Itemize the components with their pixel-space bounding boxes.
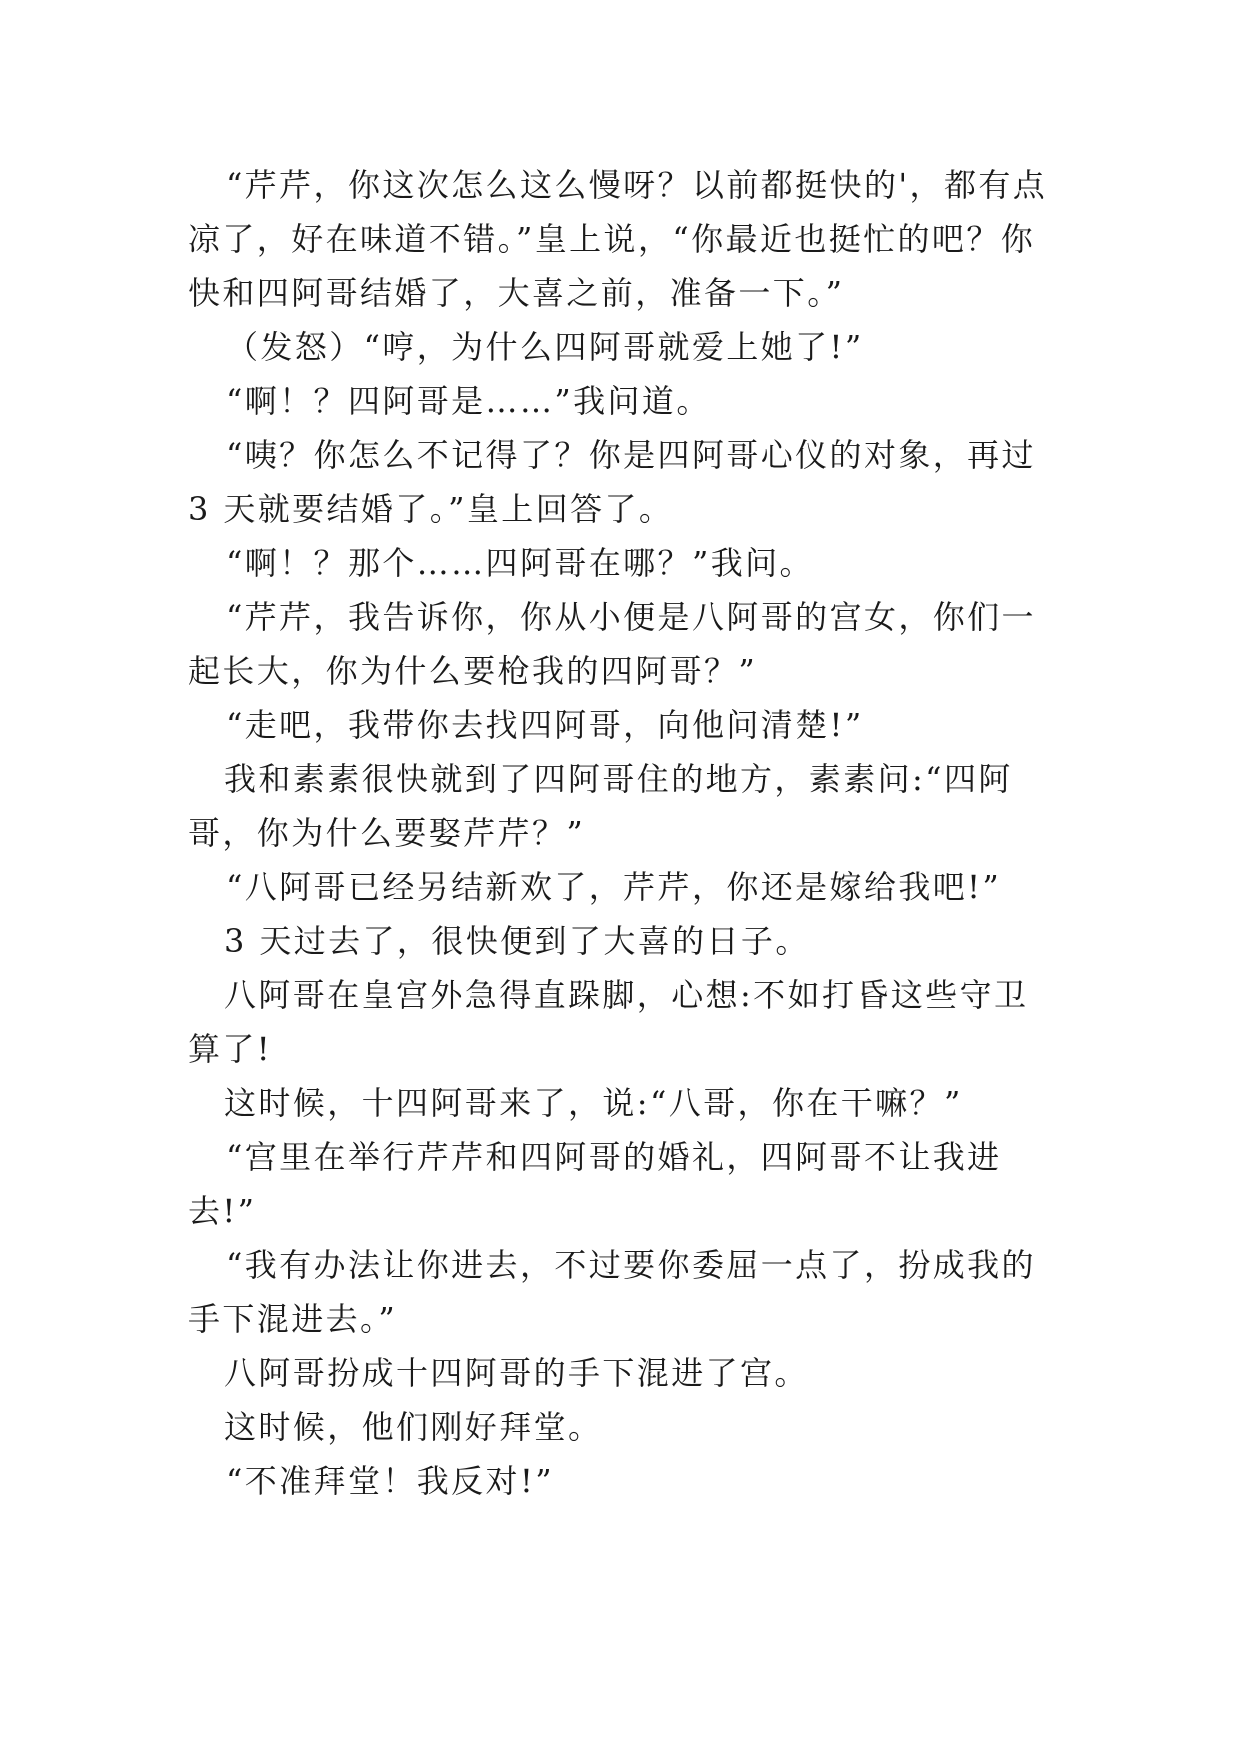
paragraph: “芹芹，我告诉你，你从小便是八阿哥的宫女，你们一起长大，你为什么要枪我的四阿哥？”	[188, 598, 1036, 690]
paragraph: “咦？你怎么不记得了？你是四阿哥心仪的对象，再过 3 天就要结婚了。”皇上回答了。	[188, 436, 1036, 528]
paragraph: 3 天过去了，很快便到了大喜的日子。	[224, 922, 810, 960]
paragraph: “走吧，我带你去找四阿哥，向他问清楚!”	[226, 706, 864, 744]
paragraph: “八阿哥已经另结新欢了，芹芹，你还是嫁给我吧!”	[226, 868, 1002, 906]
paragraph: “不准拜堂！我反对!”	[226, 1462, 554, 1500]
paragraph: （发怒）“哼，为什么四阿哥就爱上她了!”	[226, 328, 864, 366]
paragraph: 八阿哥在皇宫外急得直跺脚，心想:不如打昏这些守卫算了!	[188, 976, 1029, 1068]
paragraph: 八阿哥扮成十四阿哥的手下混进了宫。	[224, 1354, 809, 1392]
paragraph: 这时候，他们刚好拜堂。	[224, 1408, 603, 1446]
document-body	[188, 158, 1056, 1508]
paragraph: “宫里在举行芹芹和四阿哥的婚礼，四阿哥不让我进去!”	[188, 1138, 1002, 1230]
paragraph: 这时候，十四阿哥来了，说:“八哥，你在干嘛？”	[224, 1084, 963, 1122]
paragraph: “啊！？四阿哥是……”我问道。	[226, 382, 711, 420]
paragraph: “啊！？那个……四阿哥在哪？”我问。	[226, 544, 814, 582]
paragraph: “我有办法让你进去，不过要你委屈一点了，扮成我的手下混进去。”	[188, 1246, 1036, 1338]
paragraph: 我和素素很快就到了四阿哥住的地方，素素问:“四阿哥，你为什么要娶芹芹？”	[188, 760, 1013, 852]
paragraph: “芹芹，你这次怎么这么慢呀？以前都挺快的'，都有点凉了，好在味道不错。”皇上说，“你最近也挺忙的吧？你快和四阿哥结婚了，大喜之前，准备一下。”	[188, 166, 1048, 312]
